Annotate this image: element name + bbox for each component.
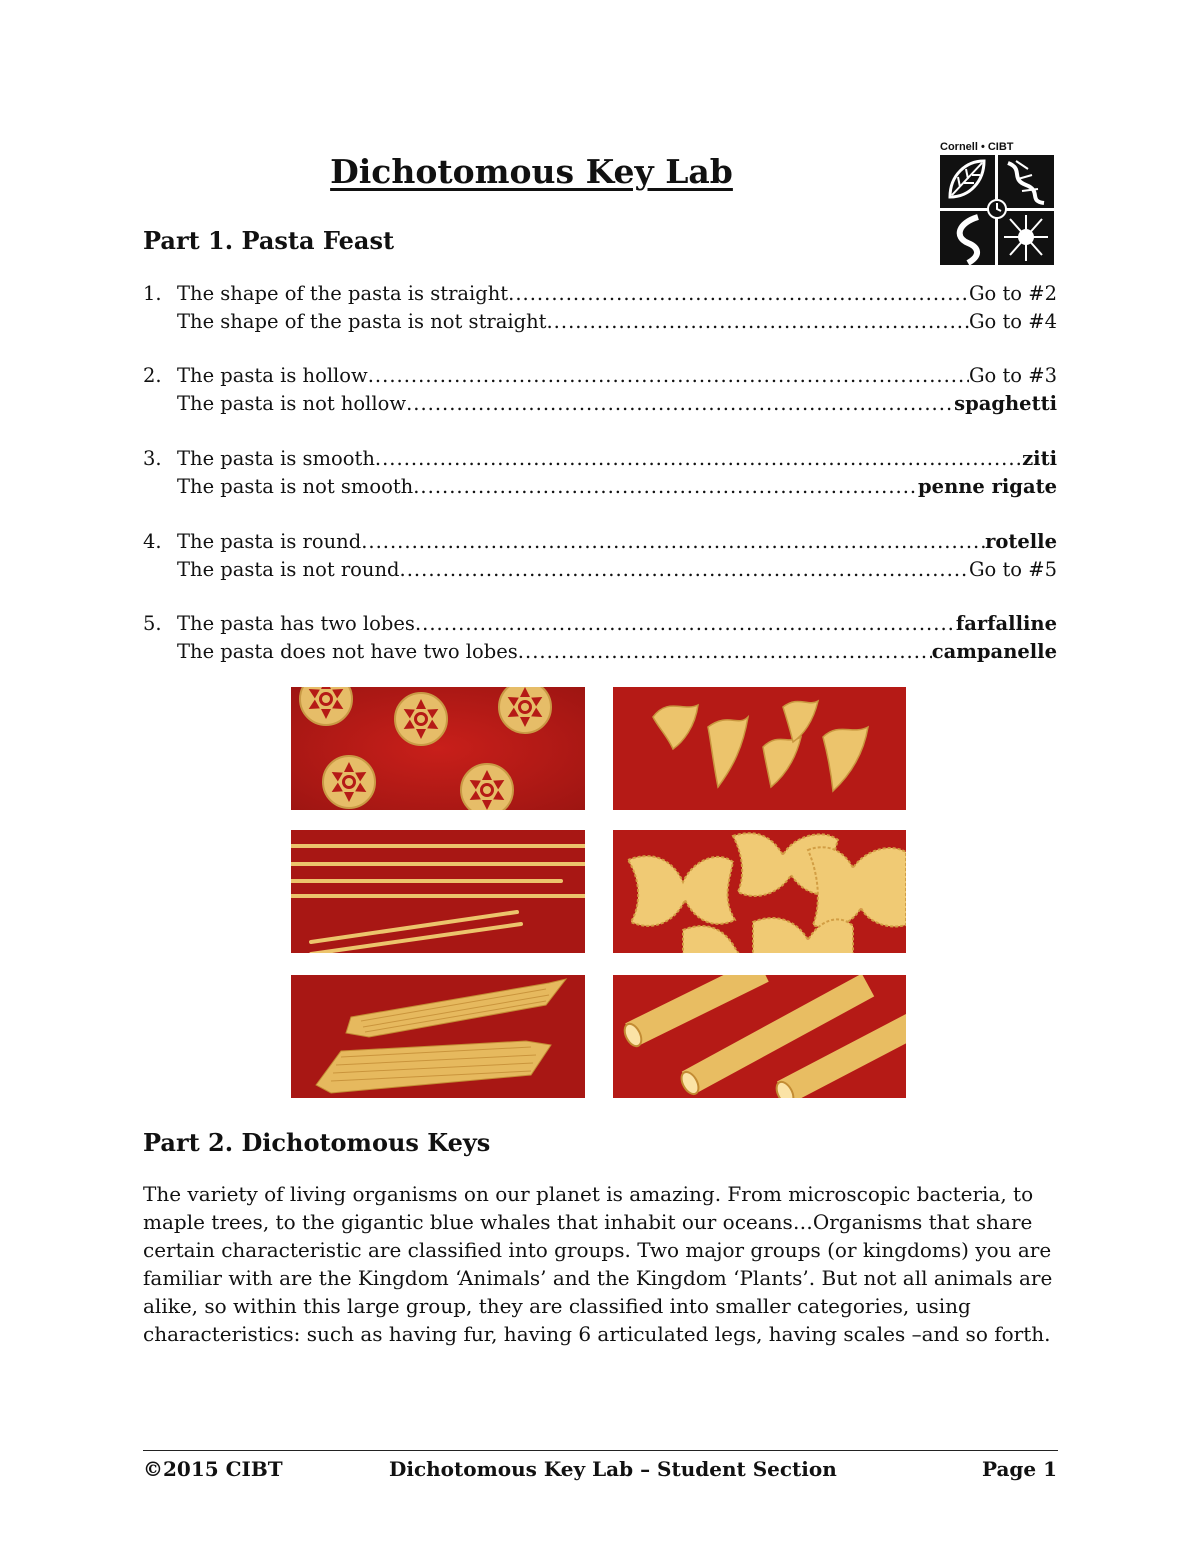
- key-result: Go to #3: [968, 364, 1057, 387]
- key-result: ziti: [1022, 447, 1057, 470]
- rotelle-photo: [291, 687, 585, 810]
- key-statement: The pasta is smooth: [177, 447, 375, 470]
- leader-dots: [413, 473, 918, 501]
- key-line-no: [143, 638, 1057, 666]
- key-line-no: [143, 556, 1057, 584]
- paragraph-line: alike, so within this large group, they are classified into smaller categories, using: [143, 1294, 971, 1318]
- leader-dots: [518, 638, 932, 666]
- leader-dots: [361, 528, 985, 556]
- farfalline-photo: [613, 830, 906, 953]
- part1-heading: Part 1. Pasta Feast: [143, 226, 395, 255]
- key-statement: The pasta does not have two lobes: [177, 640, 518, 663]
- key-result: Go to #4: [968, 310, 1057, 333]
- step-number: 5.: [143, 612, 162, 635]
- footer-divider: [143, 1450, 1058, 1451]
- logo-text: Cornell • CIBT: [940, 141, 1014, 153]
- footer-page-number: Page 1: [981, 1457, 1057, 1481]
- leader-dots: [508, 280, 969, 308]
- footer-copyright: ©2015 CIBT: [143, 1457, 283, 1481]
- step-number: 2.: [143, 364, 162, 387]
- key-statement: The pasta is not round: [177, 558, 400, 581]
- spaghetti-photo: [291, 830, 585, 953]
- penne-rigate-photo: [291, 975, 585, 1098]
- key-step-3: [143, 445, 1057, 501]
- key-line-yes: [143, 362, 1057, 390]
- key-result: spaghetti: [954, 392, 1057, 415]
- intro-paragraph: [143, 1180, 1063, 1348]
- key-result: Go to #5: [968, 558, 1057, 581]
- paragraph-line: familiar with are the Kingdom ‘Animals’ and the Kingdom ‘Plants’. But not all animals are: [143, 1266, 1053, 1290]
- page-title: Dichotomous Key Lab: [330, 152, 733, 191]
- step-number: 4.: [143, 530, 162, 553]
- key-statement: The pasta is round: [177, 530, 362, 553]
- leader-dots: [375, 445, 1022, 473]
- leader-dots: [406, 390, 954, 418]
- key-line-yes: [143, 610, 1057, 638]
- key-line-no: [143, 308, 1057, 336]
- key-statement: The pasta is not smooth: [177, 475, 414, 498]
- paragraph-line: maple trees, to the gigantic blue whales that inhabit our oceans…Organisms that share: [143, 1210, 1033, 1234]
- key-step-5: [143, 610, 1057, 666]
- footer-title: Dichotomous Key Lab – Student Section: [389, 1457, 837, 1481]
- key-statement: The pasta is not hollow: [177, 392, 407, 415]
- ziti-photo: [613, 975, 906, 1098]
- leader-dots: [546, 308, 968, 336]
- key-line-no: [143, 390, 1057, 418]
- paragraph-line: The variety of living organisms on our planet is amazing. From microscopic bacteria, to: [143, 1182, 1034, 1206]
- leader-dots: [400, 556, 969, 584]
- paragraph-line: characteristics: such as having fur, having 6 articulated legs, having scales –and so forth.: [143, 1322, 1051, 1346]
- key-line-yes: [143, 280, 1057, 308]
- key-result: penne rigate: [918, 475, 1057, 498]
- key-step-4: [143, 528, 1057, 584]
- key-step-2: [143, 362, 1057, 418]
- key-result: campanelle: [931, 640, 1057, 663]
- key-statement: The shape of the pasta is straight: [177, 282, 509, 305]
- key-line-yes: [143, 445, 1057, 473]
- key-line-yes: [143, 528, 1057, 556]
- key-line-no: [143, 473, 1057, 501]
- step-number: 1.: [143, 282, 162, 305]
- key-step-1: [143, 280, 1057, 336]
- key-result: Go to #2: [968, 282, 1057, 305]
- key-statement: The pasta has two lobes: [177, 612, 415, 635]
- paragraph-line: certain characteristic are classified into groups. Two major groups (or kingdoms) you are: [143, 1238, 1052, 1262]
- step-number: 3.: [143, 447, 162, 470]
- leader-dots: [368, 362, 969, 390]
- key-result: farfalline: [955, 612, 1057, 635]
- key-statement: The shape of the pasta is not straight: [177, 310, 547, 333]
- part2-heading: Part 2. Dichotomous Keys: [143, 1128, 491, 1157]
- leader-dots: [415, 610, 956, 638]
- key-result: rotelle: [985, 530, 1057, 553]
- campanelle-photo: [613, 687, 906, 810]
- key-statement: The pasta is hollow: [177, 364, 368, 387]
- cornell-cibt-logo: [938, 139, 1056, 267]
